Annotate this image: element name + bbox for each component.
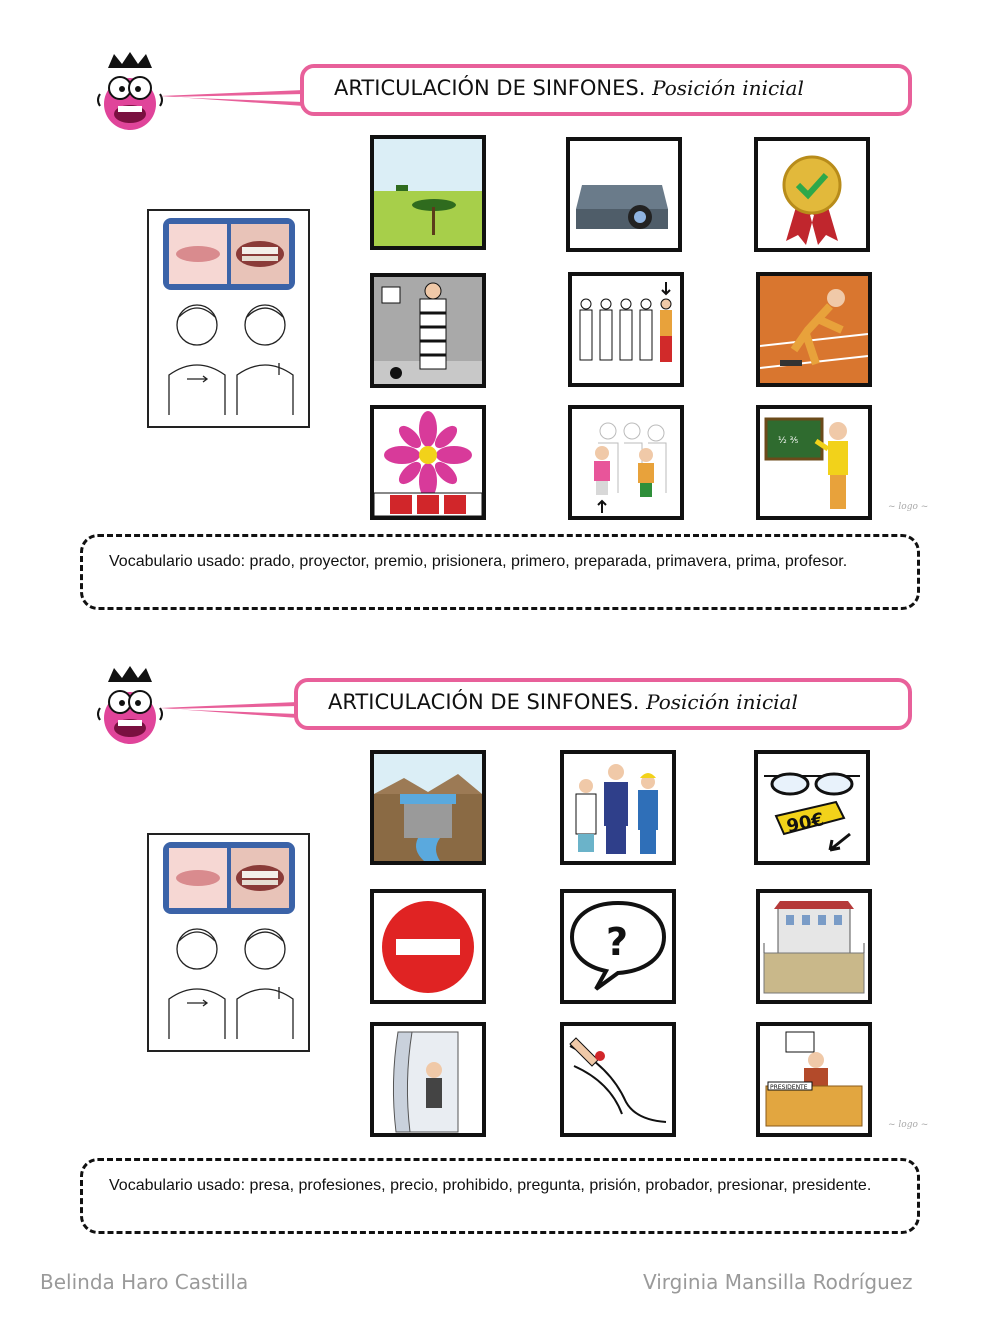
- pregunta-icon: [564, 893, 672, 1000]
- watermark-logo: ~ logo ~: [888, 502, 929, 512]
- picture-card: [560, 889, 676, 1004]
- prado-icon: [374, 139, 482, 246]
- primero-icon: [572, 276, 680, 383]
- prima-icon: [572, 409, 680, 516]
- precio-icon: [758, 754, 866, 861]
- picture-card: [370, 1022, 486, 1137]
- picture-card: [566, 137, 682, 252]
- picture-card: [370, 889, 486, 1004]
- svg-text:½ ⅗: ½ ⅗: [778, 436, 799, 446]
- presionar-icon: [564, 1026, 672, 1133]
- picture-card: [370, 135, 486, 250]
- sign-children-icon: [157, 295, 303, 421]
- svg-text:?: ?: [606, 920, 629, 964]
- title-main: ARTICULACIÓN DE SINFONES.: [328, 690, 640, 714]
- articulation-guide-card: [147, 833, 310, 1052]
- mascot-icon: [96, 50, 166, 136]
- picture-card: [754, 750, 870, 865]
- lips-photo-icon: [163, 842, 295, 914]
- primavera-icon: [374, 409, 482, 516]
- picture-card: [756, 405, 872, 520]
- probador-icon: [374, 1026, 482, 1133]
- title-bubble: [294, 678, 912, 730]
- mouth-photos: [163, 218, 295, 290]
- page-title: [328, 690, 798, 714]
- speech-pointer-icon: [160, 88, 304, 108]
- lips-photo-icon: [163, 218, 295, 290]
- picture-grid: [370, 750, 870, 1140]
- presidente-icon: [760, 1026, 868, 1133]
- picture-card: [754, 137, 870, 252]
- picture-card: [756, 1022, 872, 1137]
- profesor-icon: [760, 409, 868, 516]
- title-sub: Posición inicial: [646, 690, 798, 714]
- prision-icon: [760, 893, 868, 1000]
- picture-card: [560, 1022, 676, 1137]
- vocabulary-text: Vocabulario usado: prado, proyector, premio, prisionera, primero, preparada, primavera, prima, profesor.: [109, 553, 848, 570]
- footer-author-right: Virginia Mansilla Rodríguez: [643, 1270, 913, 1294]
- mouth-photos: [163, 842, 295, 914]
- picture-card: [756, 272, 872, 387]
- preparada-icon: [760, 276, 868, 383]
- prohibido-icon: [374, 893, 482, 1000]
- picture-grid: [370, 135, 870, 525]
- mascot-icon: [96, 664, 166, 750]
- articulation-guide-card: [147, 209, 310, 428]
- speech-pointer-icon: [160, 700, 298, 720]
- picture-card: [370, 750, 486, 865]
- profesiones-icon: [564, 754, 672, 861]
- picture-card: [370, 273, 486, 388]
- vocabulary-text: Vocabulario usado: presa, profesiones, precio, prohibido, pregunta, prisión, probador, presionar, presidente.: [109, 1177, 872, 1194]
- desk-sign-text: PRESIDENTE: [770, 1084, 808, 1091]
- sign-children-icon: [157, 919, 303, 1045]
- picture-card: [568, 272, 684, 387]
- prisionera-icon: [374, 277, 482, 384]
- footer-author-left: Belinda Haro Castilla: [40, 1270, 249, 1294]
- title-sub: Posición inicial: [652, 76, 804, 100]
- picture-card: [756, 889, 872, 1004]
- watermark-logo: ~ logo ~: [888, 1120, 929, 1130]
- premio-icon: [758, 141, 866, 248]
- vocabulary-box: [80, 534, 920, 610]
- title-main: ARTICULACIÓN DE SINFONES.: [334, 76, 646, 100]
- picture-card: [370, 405, 486, 520]
- presa-icon: [374, 754, 482, 861]
- vocabulary-box: [80, 1158, 920, 1234]
- page-title: [334, 76, 804, 100]
- proyector-icon: [570, 141, 678, 248]
- title-bubble: [300, 64, 912, 116]
- picture-card: [568, 405, 684, 520]
- picture-card: [560, 750, 676, 865]
- price-tag-text: 90€: [784, 808, 826, 838]
